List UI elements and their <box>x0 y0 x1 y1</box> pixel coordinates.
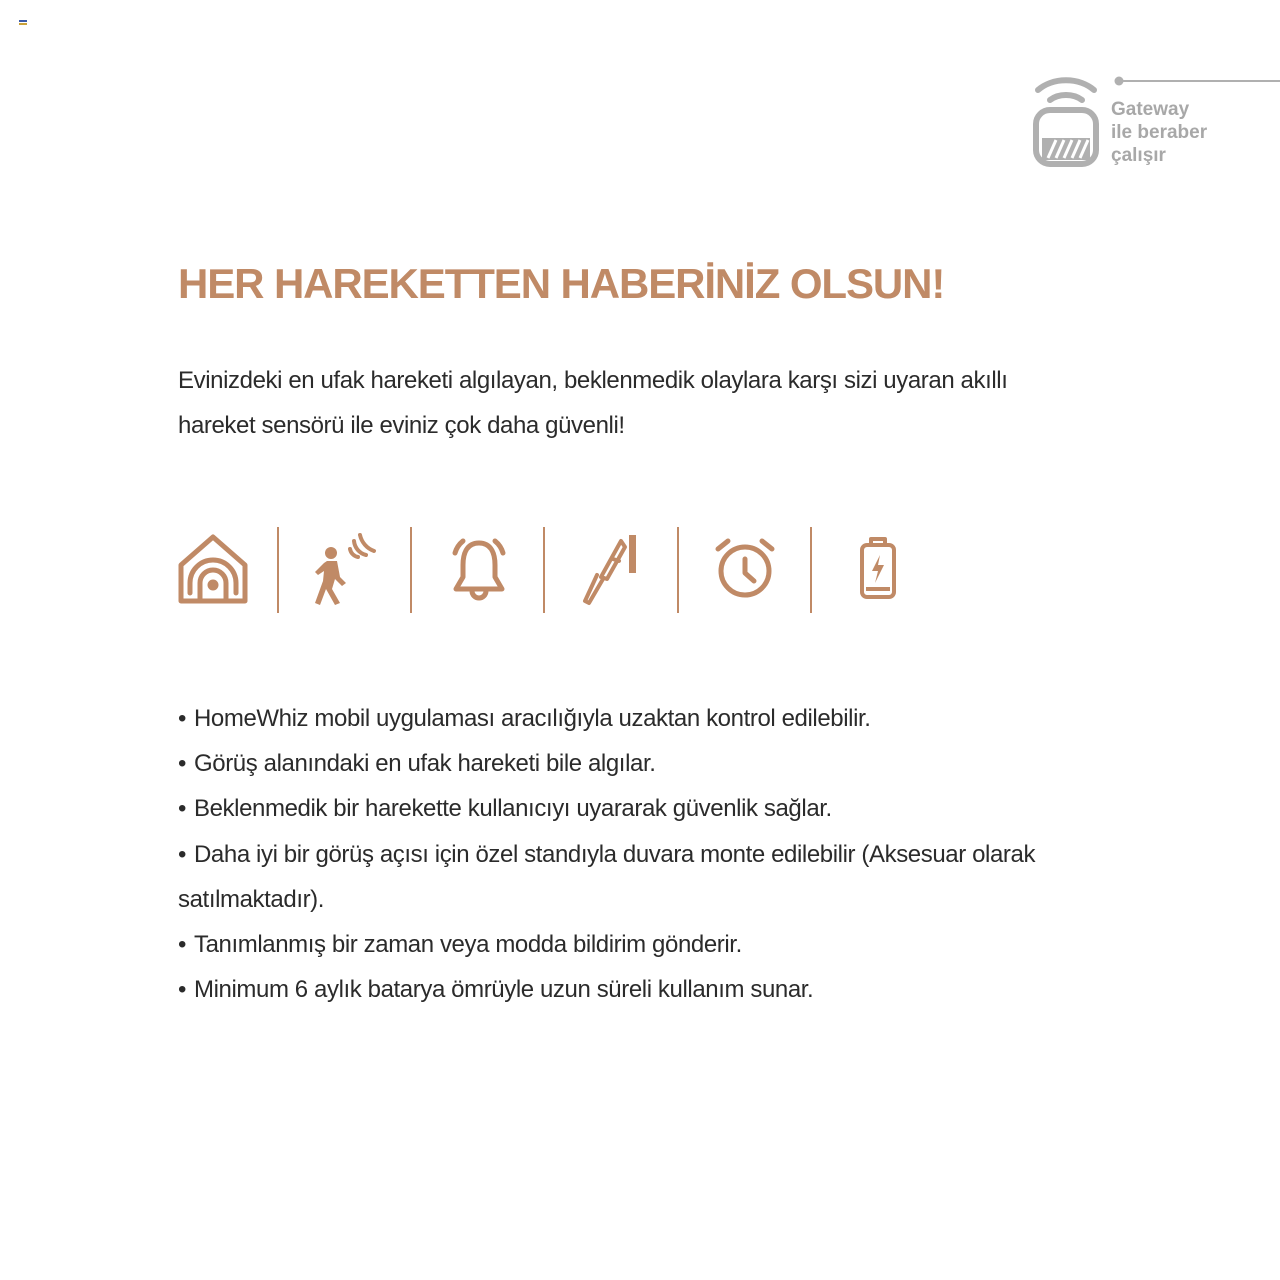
intro-paragraph: Evinizdeki en ufak hareketi algılayan, beklenmedik olaylara karşı sizi uyaran akıllı hareket sensörü ile eviniz çok daha güvenli! <box>178 367 1008 439</box>
feature-text: Minimum 6 aylık batarya ömrüyle uzun süreli kullanım sunar. <box>194 976 814 1004</box>
gateway-connector-line <box>1114 76 1280 86</box>
list-item <box>178 696 1038 741</box>
icon-divider <box>677 527 679 613</box>
feature-text: Tanımlanmış bir zaman veya modda bildirim gönderir. <box>194 931 742 959</box>
feature-icon-cell <box>310 527 400 613</box>
page-title: HER HAREKETTEN HABERİNİZ OLSUN! <box>178 260 945 307</box>
battery-icon <box>856 531 900 607</box>
bullet: • <box>178 705 187 732</box>
list-item <box>178 832 1038 922</box>
icon-divider <box>410 527 412 613</box>
feature-text: Beklenmedik bir harekette kullanıcıyı uyararak güvenlik sağlar. <box>194 795 832 823</box>
feature-text: Görüş alanındaki en ufak hareketi bile algılar. <box>194 750 656 778</box>
icon-divider <box>543 527 545 613</box>
list-item <box>178 922 1038 967</box>
bullet: • <box>178 750 187 778</box>
list-item <box>178 786 1038 831</box>
alarm-clock-icon <box>714 531 776 607</box>
gateway-line-2: ile beraber <box>1111 122 1208 143</box>
bullet: • <box>178 931 187 959</box>
list-item <box>178 967 1038 1012</box>
feature-icon-cell <box>581 527 671 613</box>
gateway-badge <box>1030 66 1280 176</box>
bullet: • <box>178 976 187 1004</box>
feature-text: Daha iyi bir görüş açısı için özel standıyla duvara monte edilebilir (Aksesuar olarak satılmaktadır). <box>178 840 1036 913</box>
bullet: • <box>178 795 187 823</box>
gateway-device-icon <box>1030 66 1102 170</box>
icon-divider <box>277 527 279 613</box>
corner-mark <box>19 20 27 26</box>
bullet: • <box>178 840 187 868</box>
gateway-text <box>1111 98 1271 167</box>
feature-icons-row <box>176 527 916 613</box>
gateway-line-1: Gateway <box>1111 99 1190 120</box>
feature-icon-cell <box>448 527 538 613</box>
feature-text: HomeWhiz mobil uygulaması aracılığıyla uzaktan kontrol edilebilir. <box>194 705 871 732</box>
bell-icon <box>448 531 510 607</box>
motion-detection-icon <box>310 531 380 607</box>
feature-list <box>178 696 1038 1012</box>
feature-icon-cell <box>856 527 946 613</box>
feature-icon-cell <box>176 527 266 613</box>
icon-divider <box>810 527 812 613</box>
gateway-line-3: çalışır <box>1111 145 1166 166</box>
feature-icon-cell <box>714 527 804 613</box>
list-item <box>178 741 1038 786</box>
mounting-stand-icon <box>581 531 643 607</box>
smart-home-icon <box>176 531 250 607</box>
